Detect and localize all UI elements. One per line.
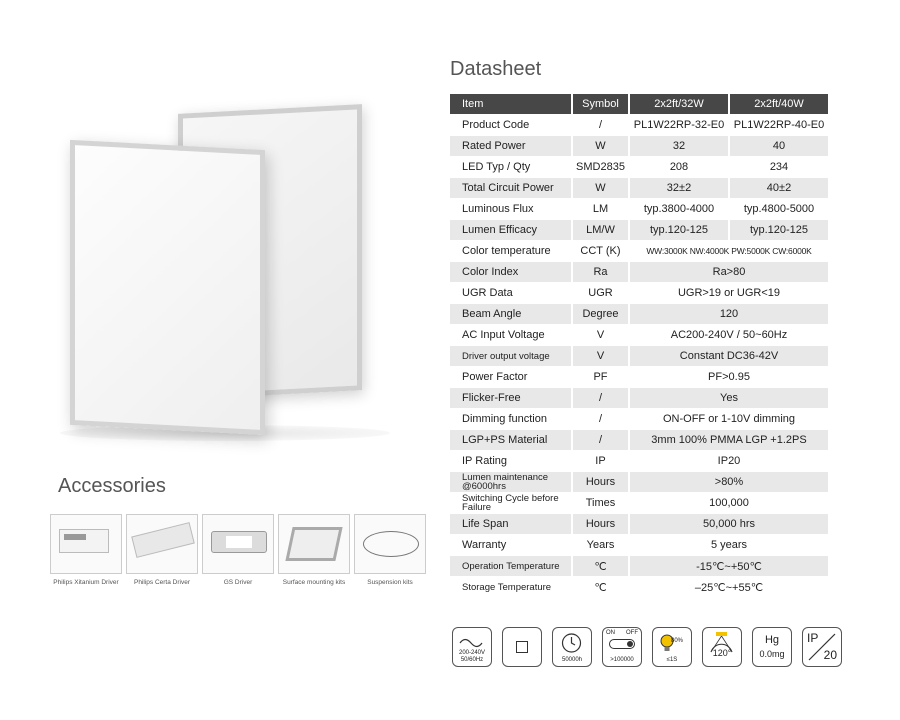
accessory-surface-kit bbox=[278, 514, 350, 586]
spec-value-40w: PL1W22RP-40-E0 bbox=[730, 115, 830, 135]
certa-driver-image bbox=[126, 514, 198, 574]
spec-value: Yes bbox=[630, 388, 830, 408]
start-time-text: ≤1S bbox=[666, 657, 678, 663]
spec-symbol: ℃ bbox=[573, 556, 630, 576]
spec-value: –25℃~+55℃ bbox=[630, 577, 830, 597]
spec-value: 50,000 hrs bbox=[630, 514, 830, 534]
spec-value-40w: typ.4800-5000 bbox=[730, 199, 830, 219]
table-row bbox=[450, 388, 830, 408]
spec-value: Ra>80 bbox=[630, 262, 830, 282]
spec-symbol: V bbox=[573, 325, 630, 345]
spec-value-32w: 208 bbox=[630, 157, 730, 177]
table-row bbox=[450, 472, 830, 492]
table-row bbox=[450, 283, 830, 303]
spec-item: Color temperature bbox=[450, 241, 573, 261]
frequency-text: 50/60Hz bbox=[460, 657, 484, 663]
mercury-symbol-text: Hg bbox=[764, 634, 780, 646]
ac-voltage-icon bbox=[452, 627, 492, 667]
spec-value: 5 years bbox=[630, 535, 830, 555]
spec-symbol: CCT (K) bbox=[573, 241, 630, 261]
spec-symbol: Ra bbox=[573, 262, 630, 282]
lifetime-icon bbox=[552, 627, 592, 667]
mercury-value-text: 0.0mg bbox=[759, 649, 785, 659]
table-row bbox=[450, 556, 830, 576]
accessory-xitanium-driver bbox=[50, 514, 122, 586]
spec-value: >80% bbox=[630, 472, 830, 492]
spec-item: Warranty bbox=[450, 535, 573, 555]
xitanium-driver-image bbox=[50, 514, 122, 574]
spec-value: UGR>19 or UGR<19 bbox=[630, 283, 830, 303]
spec-symbol: / bbox=[573, 430, 630, 450]
beam-angle-text: 120° bbox=[712, 648, 732, 658]
spec-item: IP Rating bbox=[450, 451, 573, 471]
table-row bbox=[450, 220, 830, 240]
off-text: OFF bbox=[626, 630, 638, 636]
spec-item: Driver output voltage bbox=[450, 346, 573, 366]
spec-value: WW:3000K NW:4000K PW:5000K CW:6000K bbox=[630, 241, 830, 261]
switching-cycle-icon bbox=[602, 627, 642, 667]
spec-item: Life Span bbox=[450, 514, 573, 534]
gs-driver-image bbox=[202, 514, 274, 574]
spec-item: Total Circuit Power bbox=[450, 178, 573, 198]
accessory-label: Surface mounting kits bbox=[282, 579, 346, 586]
spec-value-40w: 234 bbox=[730, 157, 830, 177]
ip-rating-icon bbox=[802, 627, 842, 667]
table-row bbox=[450, 346, 830, 366]
table-row bbox=[450, 535, 830, 555]
table-row bbox=[450, 115, 830, 135]
voltage-range-text: 200-240V bbox=[458, 650, 486, 656]
spec-item: Rated Power bbox=[450, 136, 573, 156]
ip-value-text: 20 bbox=[823, 648, 837, 662]
spec-value-32w: 32 bbox=[630, 136, 730, 156]
spec-value: Constant DC36-42V bbox=[630, 346, 830, 366]
spec-symbol: / bbox=[573, 115, 630, 135]
class-ii-icon bbox=[502, 627, 542, 667]
product-image bbox=[40, 95, 440, 435]
accessory-label: Suspension kits bbox=[367, 579, 413, 586]
header-32w: 2x2ft/32W bbox=[630, 94, 730, 114]
spec-symbol: W bbox=[573, 178, 630, 198]
accessories-title: Accessories bbox=[58, 475, 166, 497]
table-row bbox=[450, 451, 830, 471]
accessory-label: GS Driver bbox=[223, 579, 253, 586]
table-row bbox=[450, 157, 830, 177]
table-row bbox=[450, 514, 830, 534]
spec-value: ON-OFF or 1-10V dimming bbox=[630, 409, 830, 429]
table-row bbox=[450, 325, 830, 345]
spec-symbol: Times bbox=[573, 493, 630, 513]
spec-value: PF>0.95 bbox=[630, 367, 830, 387]
spec-symbol: LM bbox=[573, 199, 630, 219]
spec-item: Color Index bbox=[450, 262, 573, 282]
spec-item: Switching Cycle before Failure bbox=[450, 493, 573, 513]
accessory-label: Philips Certa Driver bbox=[134, 579, 190, 586]
table-row bbox=[450, 367, 830, 387]
spec-item: Operation Temperature bbox=[450, 556, 573, 576]
spec-value-32w: typ.120-125 bbox=[630, 220, 730, 240]
feature-icons bbox=[452, 627, 842, 667]
spec-symbol: W bbox=[573, 136, 630, 156]
table-row bbox=[450, 409, 830, 429]
table-row bbox=[450, 493, 830, 513]
spec-item: Beam Angle bbox=[450, 304, 573, 324]
spec-item: Luminous Flux bbox=[450, 199, 573, 219]
toggle-icon bbox=[609, 639, 635, 649]
spec-value-40w: 40 bbox=[730, 136, 830, 156]
spec-symbol: IP bbox=[573, 451, 630, 471]
spec-item: Flicker-Free bbox=[450, 388, 573, 408]
table-row bbox=[450, 430, 830, 450]
mercury-free-icon bbox=[752, 627, 792, 667]
table-row bbox=[450, 136, 830, 156]
spec-symbol: ℃ bbox=[573, 577, 630, 597]
accessory-label: Philips Xitanium Driver bbox=[53, 579, 119, 586]
spec-symbol: Degree bbox=[573, 304, 630, 324]
spec-symbol: V bbox=[573, 346, 630, 366]
spec-item: Lumen Efficacy bbox=[450, 220, 573, 240]
spec-value-32w: typ.3800-4000 bbox=[630, 199, 730, 219]
spec-symbol: Hours bbox=[573, 472, 630, 492]
spec-symbol: Hours bbox=[573, 514, 630, 534]
switching-count-text: >100000 bbox=[610, 657, 634, 663]
spec-symbol: LM/W bbox=[573, 220, 630, 240]
header-40w: 2x2ft/40W bbox=[730, 94, 830, 114]
spec-symbol: / bbox=[573, 388, 630, 408]
spec-item: Dimming function bbox=[450, 409, 573, 429]
spec-symbol: PF bbox=[573, 367, 630, 387]
accessory-gs-driver bbox=[202, 514, 274, 586]
spec-symbol: Years bbox=[573, 535, 630, 555]
square-icon bbox=[516, 641, 528, 653]
lifetime-text: 50000h bbox=[561, 657, 583, 663]
spec-item: UGR Data bbox=[450, 283, 573, 303]
spec-value: 120 bbox=[630, 304, 830, 324]
spec-symbol: UGR bbox=[573, 283, 630, 303]
table-row bbox=[450, 199, 830, 219]
spec-value: IP20 bbox=[630, 451, 830, 471]
spec-value-40w: 40±2 bbox=[730, 178, 830, 198]
table-row bbox=[450, 262, 830, 282]
spec-header-row bbox=[450, 94, 830, 114]
table-row bbox=[450, 241, 830, 261]
table-row bbox=[450, 304, 830, 324]
spec-item: Power Factor bbox=[450, 367, 573, 387]
spec-symbol: SMD2835 bbox=[573, 157, 630, 177]
spec-value: 3mm 100% PMMA LGP +1.2PS bbox=[630, 430, 830, 450]
beam-angle-icon bbox=[702, 627, 742, 667]
instant-start-icon bbox=[652, 627, 692, 667]
spec-value: -15℃~+50℃ bbox=[630, 556, 830, 576]
accessories-list bbox=[50, 514, 426, 586]
start-percent-text: 80% bbox=[671, 638, 684, 644]
spec-symbol: / bbox=[573, 409, 630, 429]
spec-value-32w: PL1W22RP-32-E0 bbox=[630, 115, 730, 135]
surface-kit-image bbox=[278, 514, 350, 574]
table-row bbox=[450, 577, 830, 597]
accessory-suspension-kit bbox=[354, 514, 426, 586]
spec-item: LGP+PS Material bbox=[450, 430, 573, 450]
spec-value: AC200-240V / 50~60Hz bbox=[630, 325, 830, 345]
spec-value-40w: typ.120-125 bbox=[730, 220, 830, 240]
spec-item: LED Typ / Qty bbox=[450, 157, 573, 177]
spec-table bbox=[450, 93, 830, 598]
on-text: ON bbox=[606, 630, 615, 636]
spec-item: Product Code bbox=[450, 115, 573, 135]
datasheet-title: Datasheet bbox=[450, 58, 542, 80]
spec-item: AC Input Voltage bbox=[450, 325, 573, 345]
ip-label-text: IP bbox=[807, 631, 819, 645]
header-item: Item bbox=[450, 94, 573, 114]
spec-item: Lumen maintenance @6000hrs bbox=[450, 472, 573, 492]
suspension-kit-image bbox=[354, 514, 426, 574]
spec-value-32w: 32±2 bbox=[630, 178, 730, 198]
accessory-certa-driver bbox=[126, 514, 198, 586]
header-symbol: Symbol bbox=[573, 94, 630, 114]
table-row bbox=[450, 178, 830, 198]
spec-item: Storage Temperature bbox=[450, 577, 573, 597]
spec-value: 100,000 bbox=[630, 493, 830, 513]
led-panel-front bbox=[70, 140, 265, 435]
